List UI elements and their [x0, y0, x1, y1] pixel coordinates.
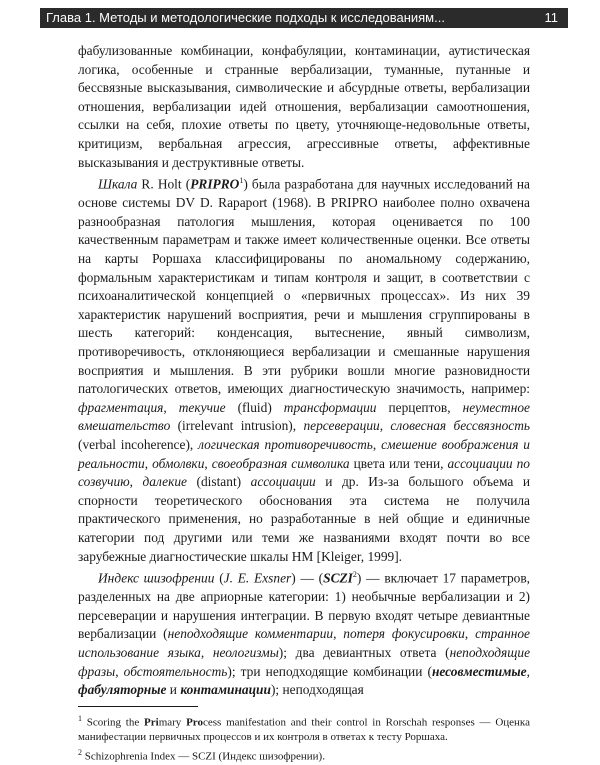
footnote-2-text: Schizophrenia Index — SCZI (Индекс шизофрении). — [82, 751, 325, 764]
p2-span: , — [144, 455, 153, 471]
p3-span: и — [166, 682, 181, 698]
p3-span: обстоятельность — [123, 663, 228, 679]
chapter-title: Глава 1. Методы и методологические подходы к исследованиям... — [46, 10, 445, 25]
p3-span: контаминации — [180, 682, 271, 698]
paragraph-3-schizophrenia-index — [78, 566, 530, 700]
p2-span: смешение воображения и реальности — [78, 436, 530, 471]
p2-span: , — [372, 436, 382, 452]
footnote-ref-1: 1 — [239, 176, 244, 186]
p2-span: , — [204, 455, 212, 471]
p3-span: , — [526, 663, 530, 679]
p2-span: персеверации — [303, 418, 380, 434]
p3-span: ); два девиантных ответа ( — [278, 644, 450, 660]
page-number: 11 — [544, 10, 558, 25]
p2-span: , — [129, 474, 143, 490]
footnote-1-text: Scoring the — [82, 716, 145, 729]
p3-span: ); три неподходящие комбинации ( — [227, 663, 432, 679]
p2-span: логическая противоречивость — [198, 436, 373, 452]
p3-span: ) — включает 17 параметров, разделенных на две априорные категории: 1) необычные вербализации и 2) персеверации и нарушения интеграции. В первую входят четыре девиантные вербализации ( — [78, 570, 531, 642]
p3-span: неподходящие комментарии — [167, 626, 334, 642]
running-header — [40, 8, 568, 28]
p3-span: , — [333, 626, 344, 642]
footnote-separator — [78, 706, 198, 707]
p2-span: , — [379, 418, 391, 434]
p3-span: ( — [214, 570, 224, 586]
p2-span: обмолвки — [152, 455, 205, 471]
p2-span: Шкала — [98, 176, 138, 192]
p3-span: ); неподходящая — [270, 682, 364, 698]
p3-span: , — [464, 626, 476, 642]
p2-span: цвета или тени, — [349, 455, 448, 471]
p3-span: , — [200, 644, 213, 660]
footnote-1-text: Pro — [186, 716, 203, 729]
p2-span: ассоциации — [250, 474, 316, 490]
p2-span: (irrelevant intrusion), — [170, 418, 304, 434]
p2-span: R. Holt ( — [137, 176, 191, 192]
p3-span: неологизмы — [212, 644, 279, 660]
p3-span: фабуляторные — [78, 682, 167, 698]
p3-span: неподходящие фразы — [78, 644, 531, 679]
p2-span: (fluid) — [225, 399, 284, 415]
footnote-1-text: cess manifestation and their control in Rorschah responses — Оценка манифестации первичных процессов и их контроля в ответах к тесту Роршаха. — [78, 716, 530, 744]
footnote-1-text: Pri — [144, 716, 159, 729]
p2-span: словесная бессвязность — [390, 418, 530, 434]
p2-span: , — [163, 399, 179, 415]
p2-span: и др. Из-за большого объема и спорности теоретического обоснования эта система не получила практического применения, но разработанные в ней общие и единичные категории под другими или теми же названиями входят почти во все зарубежные диагностические шкалы HM [Kleiger, 1999]. — [78, 474, 530, 564]
p2-span: (verbal incoherence), — [78, 436, 199, 452]
page-body — [78, 42, 530, 765]
p3-span: Индекс шизофрении — [98, 570, 215, 586]
p3-span: несовместимые — [431, 663, 527, 679]
p2-span: далекие — [142, 474, 187, 490]
p2-span: текучие — [178, 399, 226, 415]
p3-span: странное использование языка — [78, 626, 530, 660]
p3-span: , — [115, 663, 124, 679]
footnote-1-mark: 1 — [78, 713, 82, 723]
p3-span: потеря фокусировки — [343, 626, 465, 642]
p3-span: SCZI — [323, 570, 353, 586]
footnote-1 — [78, 711, 530, 746]
paragraph-1: фабулизованные комбинации, конфабуляции, контаминации, аутистическая логика, особенные и странные вербализации, туманные, путанные и бессвязные высказывания, символические и абсурдные ответы, вербализации отношения, вербализации идей отношения, вербализации самоотношения, ссылки на себя, плохие ответы по цвету, уточняюще-недовольные ответы, критицизм, вербальная агрессия, агрессивные ответы, аффективные высказывания и деструктивные ответы. — [78, 43, 530, 170]
p2-span: ) была разработана для научных исследований на основе системы DV D. Rapaport (1968). В PRIPRO наиболее полно охвачена разнообразная патология мышления, которая оценивается по 100 качественным параметрам и также имеет количественные оценки. Все ответы на карты Роршаха классифицированы по аномальному содержанию, формальным характеристикам и типам контроля и защит, в соответствии с психоаналитической концепцией о «первичных процессах». Из них 39 характеристик нарушений восприятия, речи и мышления сгруппированы в шесть категорий: конденсация, вытеснение, явный символизм, противоречивость, отклоняющиеся вербализации и смешанные нарушения восприятия и мышления. В эти рубрики вошли многие разновидности патологических ответов, имеющих диагностическую значимость, например: — [78, 176, 531, 397]
p2-span: PRIPRO — [190, 176, 240, 192]
p3-span: J. E. Exsner — [223, 570, 292, 586]
p2-span: перцептов, — [376, 399, 463, 415]
p2-span: неуместное вмешательство — [78, 399, 530, 434]
p3-span: ) — ( — [291, 570, 324, 586]
p2-span: фрагментация — [78, 399, 164, 415]
footnote-ref-2: 2 — [352, 570, 357, 580]
footnote-2-mark: 2 — [78, 748, 82, 758]
footnote-2 — [78, 745, 530, 765]
p2-span: ассоциации по созвучию — [78, 455, 531, 490]
p2-span: (distant) — [187, 474, 251, 490]
p2-span: своеобразная символика — [211, 455, 350, 471]
paragraph-2-holt-scale — [78, 172, 530, 566]
footnote-1-text: mary — [158, 716, 187, 729]
p2-span: трансформации — [283, 399, 377, 415]
